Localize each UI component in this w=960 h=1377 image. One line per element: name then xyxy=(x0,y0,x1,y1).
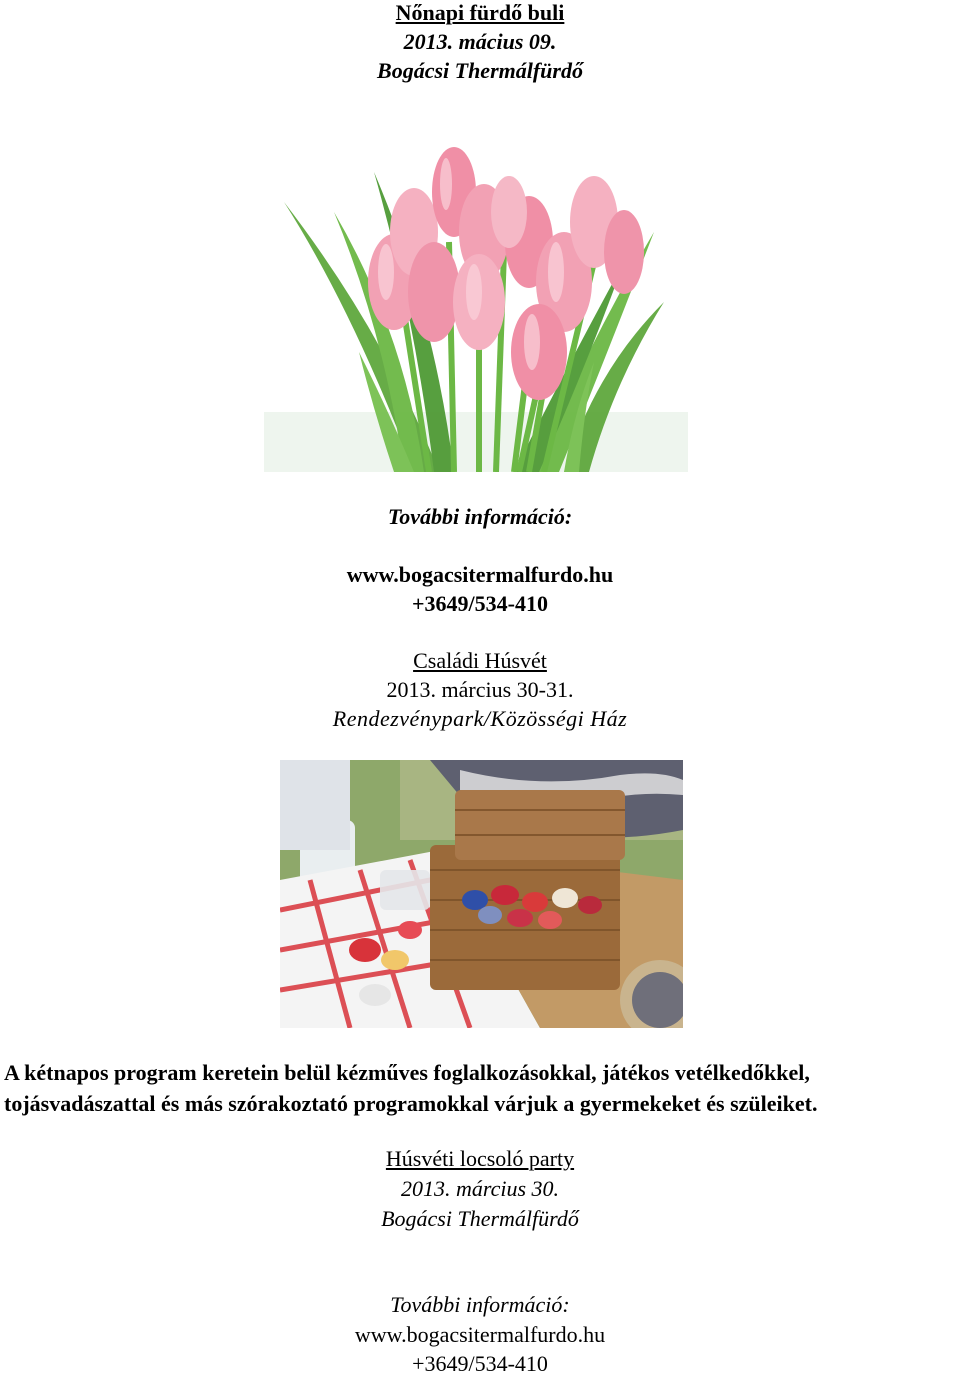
event1-date: 2013. mácius 09. xyxy=(403,29,557,54)
event3-phone: +3649/534-410 xyxy=(412,1351,548,1376)
event3-title: Húsvéti locsoló party xyxy=(385,1146,575,1171)
tulip-photo xyxy=(264,112,688,472)
event1-website[interactable]: www.bogacsitermalfurdo.hu xyxy=(346,562,614,587)
event2-date: 2013. március 30-31. xyxy=(386,677,574,702)
event2-description-line2: tojásvadászattal és más szórakoztató programokkal várjuk a gyermekeket és szüleiket. xyxy=(4,1091,818,1116)
event3-website[interactable]: www.bogacsitermalfurdo.hu xyxy=(354,1322,606,1347)
event2-venue: Rendezvénypark/Közösségi Ház xyxy=(332,706,628,731)
event3-info-label: További információ: xyxy=(390,1292,570,1317)
event1-venue: Bogácsi Thermálfürdő xyxy=(377,58,583,83)
event2-title: Családi Húsvét xyxy=(413,648,547,673)
easter-basket-photo xyxy=(280,760,683,1028)
event3-venue: Bogácsi Thermálfürdő xyxy=(381,1206,579,1231)
event1-phone: +3649/534-410 xyxy=(412,591,548,616)
event1-info-label: További információ: xyxy=(387,504,573,529)
event2-description-line1: A kétnapos program keretein belül kézműves foglalkozásokkal, játékos vetélkedőkkel, xyxy=(4,1060,810,1085)
event1-title: Nőnapi fürdő buli xyxy=(395,0,565,25)
event3-date: 2013. március 30. xyxy=(400,1176,560,1201)
